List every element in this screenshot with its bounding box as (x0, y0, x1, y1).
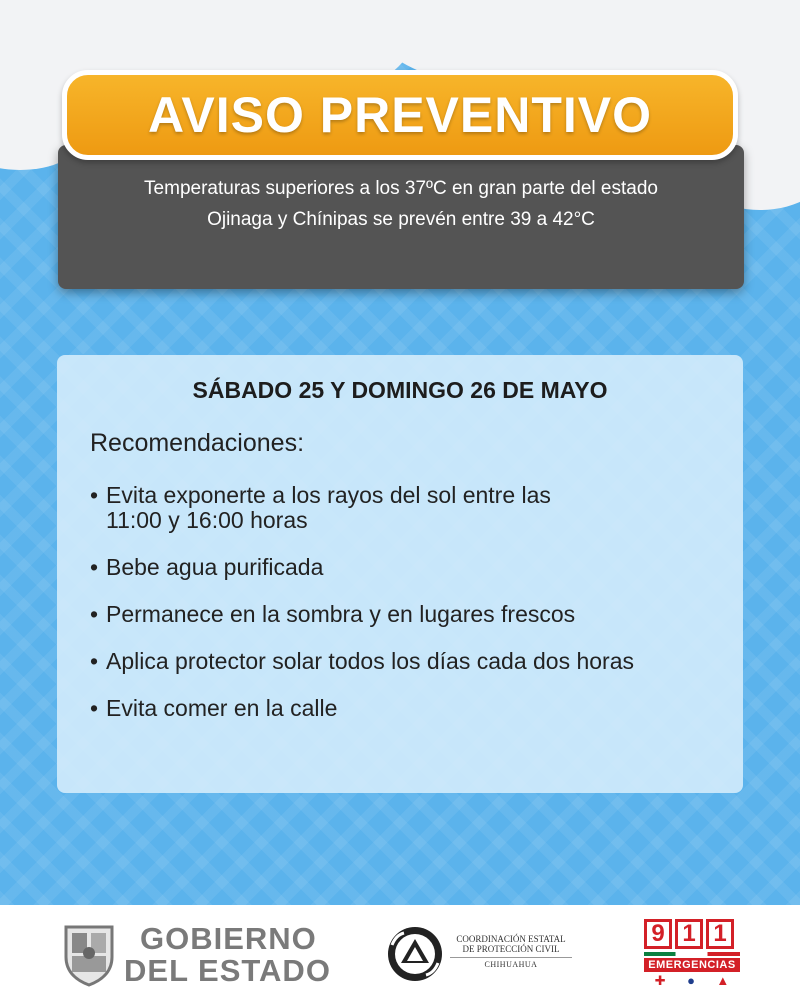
footer (0, 905, 800, 1000)
list-item (90, 649, 720, 674)
bullet: • (90, 482, 99, 508)
recommendations-heading: Recomendaciones: (90, 429, 305, 457)
bullet: • (90, 554, 99, 580)
fire-icon: ▲ (716, 973, 730, 988)
list-item (90, 483, 720, 533)
recommendations-panel (57, 355, 743, 793)
gobierno-text: GOBIERNO (140, 921, 317, 956)
list-item-text-continued: 11:00 y 16:00 horas (106, 507, 308, 533)
proteccion-civil-logo (386, 925, 444, 983)
emergency-icons (644, 974, 740, 988)
bullet: • (90, 648, 99, 674)
recommendations-list (90, 483, 720, 743)
emergencias-911-logo (644, 919, 740, 991)
date-heading: SÁBADO 25 Y DOMINGO 26 DE MAYO (192, 377, 608, 403)
list-item-text: Evita exponerte a los rayos del sol entre las (106, 482, 551, 508)
proteccion-civil-state: CHIHUAHUA (450, 957, 572, 969)
subtitle-box (58, 145, 744, 289)
state-shield-logo (62, 923, 116, 987)
subtitle-line-1: Temperaturas superiores a los 37ºC en gran parte del estado (144, 178, 658, 199)
proteccion-civil-name: COORDINACIÓN ESTATAL DE PROTECCIÓN CIVIL (456, 934, 566, 954)
bullet: • (90, 601, 99, 627)
emergency-number (644, 919, 740, 949)
bullet: • (90, 695, 99, 721)
flag-stripe (644, 952, 740, 956)
list-item-text: Aplica protector solar todos los días cada dos horas (106, 648, 635, 674)
del-estado-text: DEL ESTADO (124, 953, 331, 988)
list-item (90, 696, 720, 721)
emergencias-label: EMERGENCIAS (644, 958, 740, 972)
page-title: AVISO PREVENTIVO (147, 87, 653, 143)
list-item-text: Evita comer en la calle (106, 695, 338, 721)
title-banner (62, 70, 738, 160)
emergency-digit: 1 (675, 919, 703, 949)
cross-icon: ✚ (654, 973, 666, 988)
police-cap-icon: ● (687, 973, 695, 988)
list-item-text: Permanece en la sombra y en lugares frescos (106, 601, 576, 627)
emergency-digit: 1 (706, 919, 734, 949)
list-item-text: Bebe agua purificada (106, 554, 324, 580)
list-item (90, 602, 720, 627)
subtitle-line-2: Ojinaga y Chínipas se prevén entre 39 a 42°C (207, 209, 595, 230)
emergency-digit: 9 (644, 919, 672, 949)
list-item (90, 555, 720, 580)
